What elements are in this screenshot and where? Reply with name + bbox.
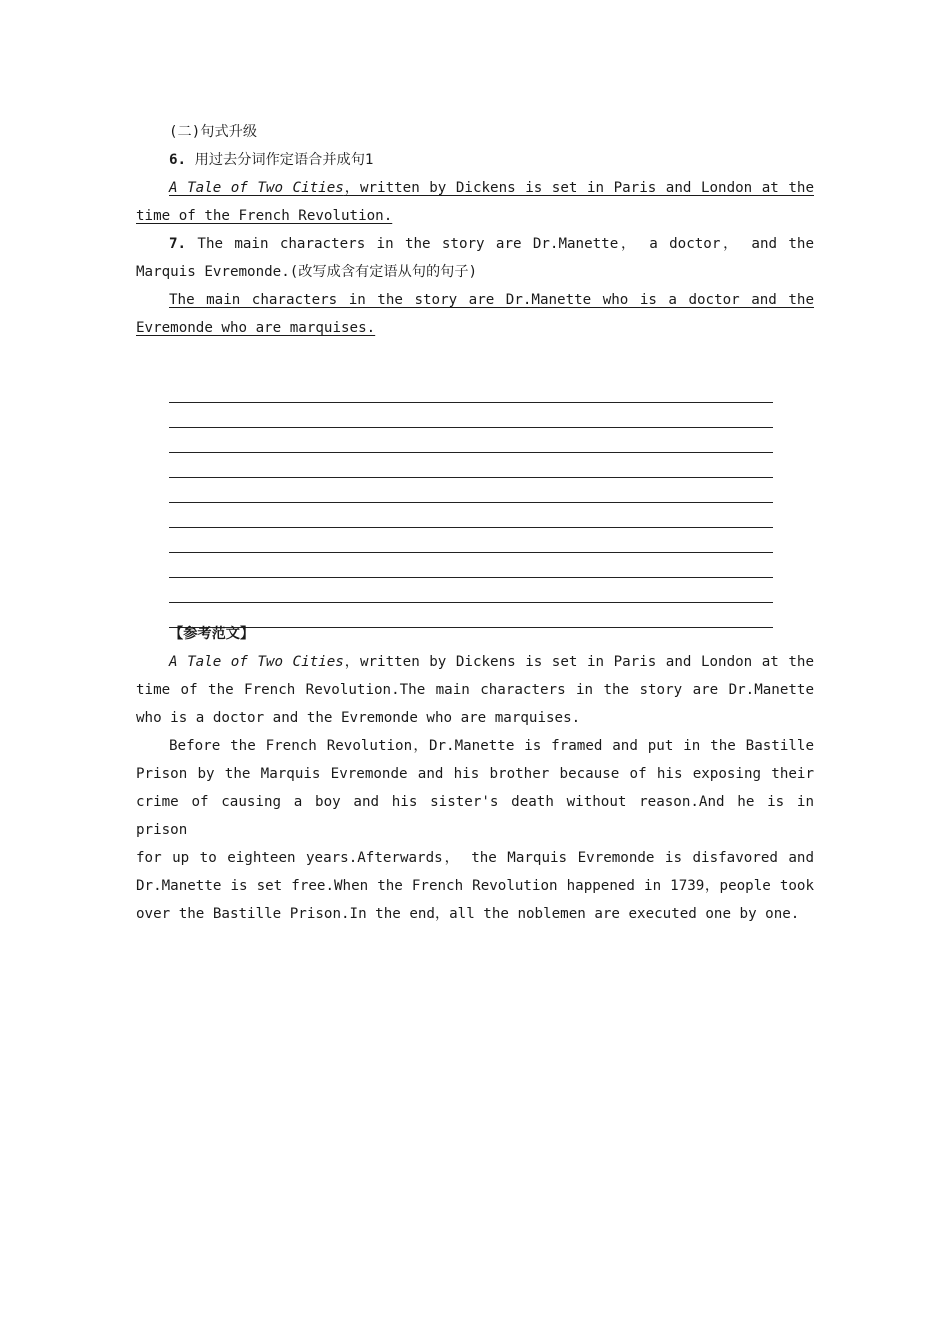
writing-line[interactable]: [169, 378, 773, 403]
writing-line[interactable]: [169, 503, 773, 528]
reference-p2-line-2: Prison by the Marquis Evremonde and his brother because of his exposing their: [136, 766, 814, 782]
answer-book-title: A Tale of Two Cities: [169, 180, 344, 196]
writing-lines[interactable]: [169, 378, 773, 628]
reference-heading: 【参考范文】: [169, 626, 255, 642]
reference-essay: [136, 620, 814, 928]
answer-6-text: ，written by Dickens is set in Paris and London at the: [343, 180, 814, 196]
question-7-line-2: Marquis Evremonde.(改写成含有定语从句的句子): [136, 264, 478, 280]
question-7-line-1: [136, 230, 814, 258]
reference-p2-line-6: over the Bastille Prison.In the end，all the noblemen are executed one by one.: [136, 906, 800, 922]
question-6-answer-line-2: [136, 202, 814, 230]
exercise-section: [136, 118, 814, 342]
question-7-number: 7.: [169, 236, 187, 252]
writing-line[interactable]: [169, 403, 773, 428]
reference-p1-text: ，written by Dickens is set in Paris and London at the: [343, 654, 814, 670]
writing-line[interactable]: [169, 528, 773, 553]
answer-6-text-2: time of the French Revolution.: [136, 208, 393, 224]
question-7-text: The main characters in the story are Dr.Manette， a doctor， and the: [197, 236, 814, 252]
question-6: [136, 146, 814, 174]
reference-p2-line-4: for up to eighteen years.Afterwards， the Marquis Evremonde is disfavored and: [136, 850, 814, 866]
reference-p1-line-1: [136, 648, 814, 676]
question-6-answer-line-1: [136, 174, 814, 202]
question-7-answer-line-2: [136, 314, 814, 342]
section-heading: (二)句式升级: [169, 124, 258, 140]
question-6-number: 6.: [169, 152, 187, 168]
question-7-answer-line-1: The main characters in the story are Dr.Manette who is a doctor and the: [169, 292, 814, 308]
reference-p1-line-2: time of the French Revolution.The main characters in the story are Dr.Manette: [136, 682, 814, 698]
writing-line[interactable]: [169, 478, 773, 503]
reference-p2-line-5: Dr.Manette is set free.When the French Revolution happened in 1739，people took: [136, 878, 814, 894]
reference-p1-line-3: who is a doctor and the Evremonde who are marquises.: [136, 710, 581, 726]
reference-book-title: A Tale of Two Cities: [169, 654, 344, 670]
writing-line[interactable]: [169, 428, 773, 453]
question-6-prompt: 用过去分词作定语合并成句1: [194, 152, 374, 168]
writing-line[interactable]: [169, 553, 773, 578]
writing-line[interactable]: [169, 453, 773, 478]
reference-p2-line-1: Before the French Revolution，Dr.Manette is framed and put in the Bastille: [169, 738, 814, 754]
writing-line[interactable]: [169, 578, 773, 603]
reference-p2-line-3: crime of causing a boy and his sister's death without reason.And he is in prison: [136, 794, 814, 838]
answer-7-text-2: Evremonde who are marquises.: [136, 320, 376, 336]
